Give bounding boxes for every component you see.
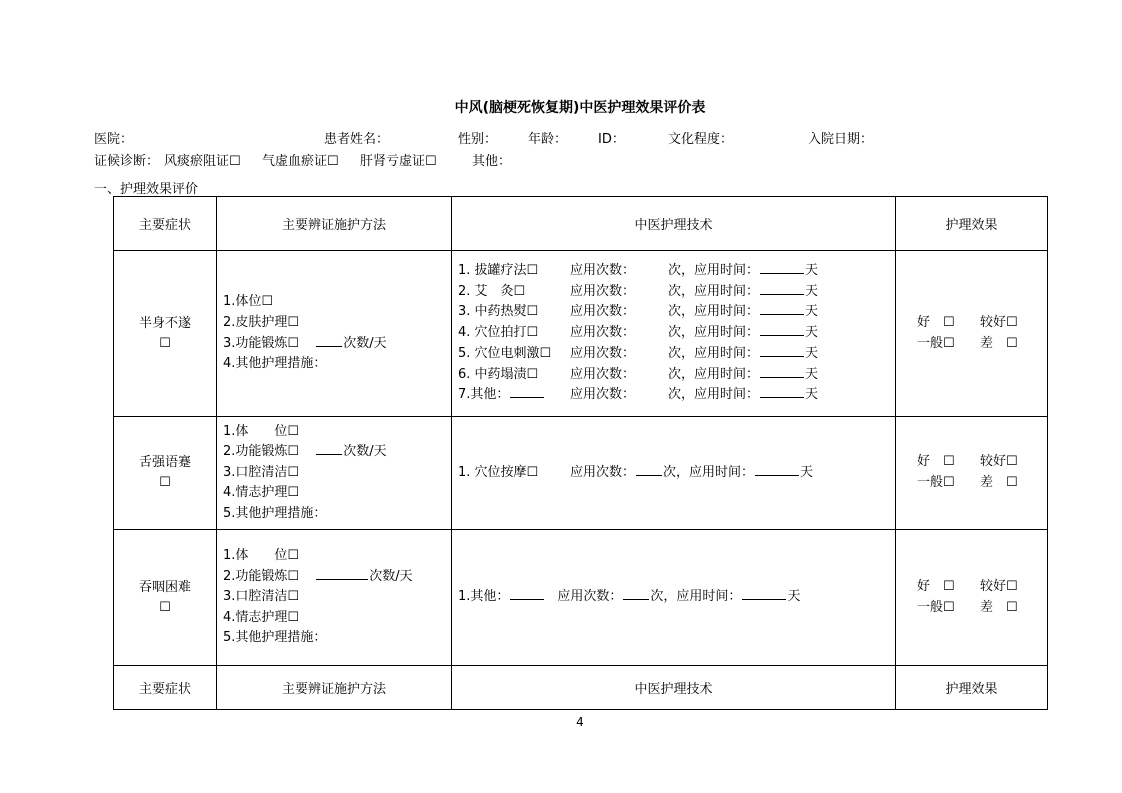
effect-fair[interactable]: 一般☐ bbox=[917, 335, 955, 351]
day-unit: 天 bbox=[800, 464, 814, 480]
method-item-exercise bbox=[223, 334, 451, 355]
method-item[interactable]: 4.情志护理☐ bbox=[223, 609, 300, 625]
method-item-exercise bbox=[223, 567, 451, 588]
method-item[interactable]: 3.功能锻炼☐ bbox=[223, 335, 300, 351]
time-label: 次，应用时间： bbox=[668, 366, 760, 382]
time-label: 次，应用时间： bbox=[668, 304, 760, 320]
effect-fair[interactable]: 一般☐ bbox=[917, 475, 955, 490]
symptom-cell bbox=[114, 417, 217, 530]
form-title: 中风(脑梗死恢复期)中医护理效果评价表 bbox=[454, 100, 706, 116]
technique-cell bbox=[452, 417, 896, 530]
day-unit: 天 bbox=[805, 345, 819, 361]
technique-name[interactable]: 5. 穴位电刺激☐ bbox=[458, 345, 552, 361]
admission-date-label: 入院日期： bbox=[808, 132, 874, 147]
day-unit: 天 bbox=[805, 325, 819, 341]
method-item[interactable]: 2.功能锻炼☐ bbox=[223, 444, 300, 460]
method-cell bbox=[217, 251, 452, 417]
count-label: 应用次数： bbox=[570, 304, 636, 320]
technique-name[interactable]: 2. 艾 灸☐ bbox=[458, 283, 526, 299]
header-symptom: 主要症状 bbox=[114, 197, 217, 251]
patient-name-label: 患者姓名： bbox=[324, 132, 390, 147]
day-unit: 天 bbox=[805, 366, 819, 382]
technique-line bbox=[458, 344, 895, 365]
symptom-name: 半身不遂 bbox=[138, 315, 191, 331]
table-row bbox=[114, 530, 1048, 666]
method-item[interactable]: 3.口腔清洁☐ bbox=[223, 589, 300, 605]
effect-better[interactable]: 较好☐ bbox=[980, 454, 1018, 470]
time-label: 次，应用时间： bbox=[668, 262, 760, 278]
symptom-checkbox[interactable]: ☐ bbox=[159, 599, 171, 615]
other-blank[interactable] bbox=[510, 598, 544, 600]
gender-label: 性别： bbox=[458, 132, 498, 147]
symptom-cell bbox=[114, 251, 217, 417]
method-item[interactable]: 1.体位☐ bbox=[223, 294, 274, 310]
symptom-cell bbox=[114, 530, 217, 666]
effect-poor[interactable]: 差 ☐ bbox=[980, 475, 1018, 490]
method-item[interactable]: 1.体 位☐ bbox=[223, 423, 300, 439]
method-item[interactable]: 5.其他护理措施： bbox=[223, 630, 327, 646]
time-label: 次，应用时间： bbox=[663, 464, 755, 480]
symptom-checkbox[interactable]: ☐ bbox=[159, 475, 171, 490]
count-label: 应用次数： bbox=[570, 345, 636, 361]
header-effect: 护理效果 bbox=[896, 666, 1048, 710]
time-blank[interactable] bbox=[760, 334, 804, 336]
frequency-unit: 次数/天 bbox=[343, 444, 387, 460]
time-blank[interactable] bbox=[742, 598, 786, 600]
header-method: 主要辨证施护方法 bbox=[217, 197, 452, 251]
effect-cell bbox=[896, 417, 1048, 530]
age-label: 年龄： bbox=[528, 132, 568, 147]
day-unit: 天 bbox=[787, 589, 801, 605]
symptom-name: 舌强语蹇 bbox=[138, 455, 191, 470]
symptom-checkbox[interactable]: ☐ bbox=[159, 335, 171, 351]
symptom-name: 吞咽困难 bbox=[138, 579, 191, 595]
day-unit: 天 bbox=[805, 283, 819, 299]
effect-good[interactable]: 好 ☐ bbox=[917, 578, 955, 594]
frequency-unit: 次数/天 bbox=[369, 568, 413, 584]
technique-line bbox=[458, 261, 895, 282]
technique-name[interactable]: 3. 中药热熨☐ bbox=[458, 304, 539, 320]
day-unit: 天 bbox=[805, 262, 819, 278]
time-label: 次，应用时间： bbox=[668, 345, 760, 361]
method-item-exercise bbox=[223, 442, 451, 463]
diagnosis-option-qi-deficiency[interactable]: 气虚血瘀证☐ bbox=[262, 154, 339, 169]
count-label: 应用次数： bbox=[570, 464, 636, 480]
technique-cell bbox=[452, 530, 896, 666]
other-blank[interactable] bbox=[510, 396, 544, 398]
technique-line bbox=[458, 365, 895, 386]
technique-name: 7.其他： bbox=[458, 387, 510, 403]
time-label: 次，应用时间： bbox=[668, 325, 760, 341]
method-cell bbox=[217, 530, 452, 666]
header-effect: 护理效果 bbox=[896, 197, 1048, 251]
method-cell bbox=[217, 417, 452, 530]
table-footer-header-row bbox=[114, 666, 1048, 710]
time-label: 次，应用时间： bbox=[668, 387, 760, 403]
diagnosis-option-liver-kidney[interactable]: 肝肾亏虚证☐ bbox=[360, 154, 437, 169]
table-row bbox=[114, 417, 1048, 530]
count-label: 应用次数： bbox=[570, 366, 636, 382]
effect-cell bbox=[896, 530, 1048, 666]
count-label: 应用次数： bbox=[570, 283, 636, 299]
diagnosis-label: 证候诊断： bbox=[94, 154, 160, 169]
method-item[interactable]: 1.体 位☐ bbox=[223, 548, 300, 564]
technique-line bbox=[458, 282, 895, 303]
effect-poor[interactable]: 差 ☐ bbox=[980, 335, 1018, 351]
time-blank[interactable] bbox=[760, 293, 804, 295]
technique-name: 1.其他： bbox=[458, 589, 510, 605]
header-symptom: 主要症状 bbox=[114, 666, 217, 710]
hospital-label: 医院： bbox=[94, 132, 134, 147]
diagnosis-other-label: 其他： bbox=[472, 154, 512, 169]
time-blank[interactable] bbox=[760, 355, 804, 357]
page-number: 4 bbox=[576, 715, 584, 729]
table-header-row bbox=[114, 197, 1048, 251]
time-blank[interactable] bbox=[760, 396, 804, 398]
header-technique: 中医护理技术 bbox=[452, 666, 896, 710]
method-item[interactable]: 3.口腔清洁☐ bbox=[223, 464, 300, 480]
frequency-blank[interactable] bbox=[316, 578, 368, 580]
technique-line bbox=[458, 385, 895, 406]
id-label: ID： bbox=[598, 132, 625, 147]
technique-line bbox=[458, 302, 895, 323]
method-item[interactable]: 2.功能锻炼☐ bbox=[223, 568, 300, 584]
effect-better[interactable]: 较好☐ bbox=[980, 314, 1018, 330]
method-item[interactable]: 4.情志护理☐ bbox=[223, 485, 300, 501]
technique-line bbox=[458, 463, 895, 484]
frequency-blank[interactable] bbox=[316, 345, 342, 347]
technique-cell bbox=[452, 251, 896, 417]
effect-better[interactable]: 较好☐ bbox=[980, 578, 1018, 594]
method-item[interactable]: 2.皮肤护理☐ bbox=[223, 314, 300, 330]
section-heading: 一、护理效果评价 bbox=[94, 182, 199, 197]
technique-name[interactable]: 4. 穴位拍打☐ bbox=[458, 325, 539, 341]
evaluation-table bbox=[113, 196, 1048, 710]
count-label: 应用次数： bbox=[570, 325, 636, 341]
day-unit: 天 bbox=[805, 387, 819, 403]
method-item[interactable]: 4.其他护理措施： bbox=[223, 356, 327, 372]
header-method: 主要辨证施护方法 bbox=[217, 666, 452, 710]
time-blank[interactable] bbox=[760, 272, 804, 274]
effect-poor[interactable]: 差 ☐ bbox=[980, 599, 1018, 615]
method-item[interactable]: 5.其他护理措施： bbox=[223, 505, 327, 521]
day-unit: 天 bbox=[805, 304, 819, 320]
time-blank[interactable] bbox=[760, 313, 804, 315]
time-label: 次，应用时间： bbox=[650, 589, 742, 605]
technique-name[interactable]: 1. 拔罐疗法☐ bbox=[458, 262, 539, 278]
count-blank[interactable] bbox=[636, 474, 662, 476]
time-label: 次，应用时间： bbox=[668, 283, 760, 299]
education-label: 文化程度： bbox=[668, 132, 734, 147]
count-label: 应用次数： bbox=[570, 262, 636, 278]
effect-good[interactable]: 好 ☐ bbox=[917, 314, 955, 330]
effect-good[interactable]: 好 ☐ bbox=[917, 454, 955, 470]
time-blank[interactable] bbox=[755, 474, 799, 476]
frequency-blank[interactable] bbox=[316, 453, 342, 455]
technique-line bbox=[458, 587, 895, 608]
technique-line bbox=[458, 323, 895, 344]
frequency-unit: 次数/天 bbox=[343, 335, 387, 351]
technique-name[interactable]: 1. 穴位按摩☐ bbox=[458, 464, 539, 480]
technique-name[interactable]: 6. 中药塌渍☐ bbox=[458, 366, 539, 382]
effect-fair[interactable]: 一般☐ bbox=[917, 599, 955, 615]
count-label: 应用次数： bbox=[557, 589, 623, 605]
table-row bbox=[114, 251, 1048, 417]
technique-other bbox=[458, 385, 570, 406]
header-technique: 中医护理技术 bbox=[452, 197, 896, 251]
count-blank[interactable] bbox=[623, 598, 649, 600]
time-blank[interactable] bbox=[760, 376, 804, 378]
diagnosis-option-wind-phlegm[interactable]: 风痰瘀阻证☐ bbox=[164, 154, 241, 169]
count-label: 应用次数： bbox=[570, 387, 636, 403]
effect-cell bbox=[896, 251, 1048, 417]
